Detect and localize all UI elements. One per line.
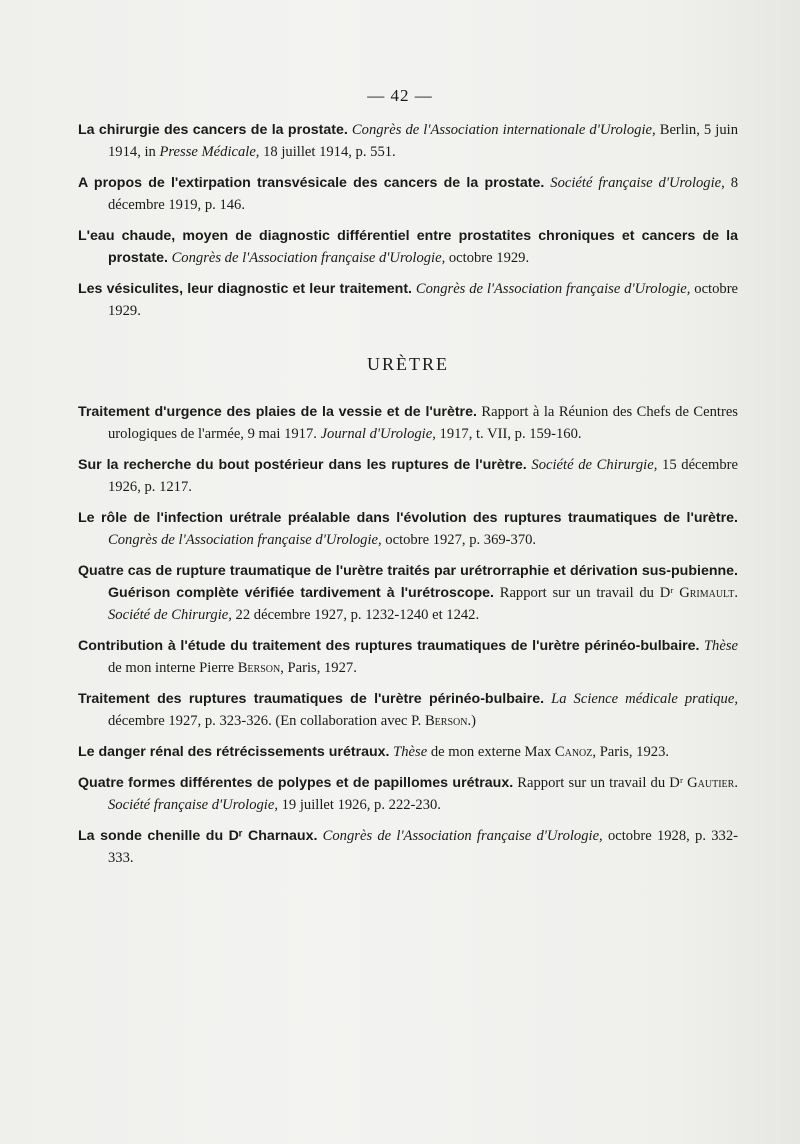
entry-author: Canoz, [554,744,597,760]
entry-details: Rapport à la Réunion des Chefs de Centres urologiques de l'armée, 9 mai 1917. [108,404,738,442]
bibliography-entry [78,741,738,763]
entry-title: Le rôle de l'infection urétrale préalable dans l'évolution des ruptures traumatiques de l'urètre. [78,510,738,526]
entry-source: Société française d'Urologie, [550,175,725,191]
page-number: — 42 — [367,86,433,105]
entry-details: de mon externe Max [430,744,552,760]
entry-title: Quatre cas de rupture traumatique de l'urètre traités par urétrorraphie et dérivation sus-pubienne. Guérison complète vérifiée tardivement à l'urétroscope. [78,563,738,601]
entry-details: Berlin, 5 juin 1914, in [108,122,738,160]
entry-title: Traitement des ruptures traumatiques de l'urètre périnéo-bulbaire. [78,691,545,707]
entry-title: Les vésiculites, leur diagnostic et leur traitement. [78,281,413,297]
entry-title: Quatre formes différentes de polypes et de papillomes urétraux. [78,775,514,791]
entry-details: Rapport sur un travail du Dʳ [499,585,674,601]
entry-title: Le danger rénal des rétrécissements urétraux. [78,744,390,760]
entry-source: Congrès de l'Association française d'Urologie, [322,828,603,844]
entry-source: Société de Chirurgie, [531,457,658,473]
entry-details: décembre 1927, p. 323-326. (En collaboration avec P. [108,713,422,729]
entry-source: Société de Chirurgie, [108,607,232,623]
entry-source: La Science médicale pratique, [551,691,738,707]
entry-source: Congrès de l'Association française d'Urologie, [171,250,446,266]
entry-author: Berson. [424,713,472,729]
entry-source: Journal d'Urologie, [320,426,436,442]
entry-details: 8 décembre 1919, p. 146. [108,175,738,213]
entry-details: 18 juillet 1914, p. 551. [263,144,396,160]
entry-title: La chirurgie des cancers de la prostate. [78,122,348,138]
bibliography-entry [78,172,738,216]
entry-source: Congrès de l'Association internationale d'Urologie, [351,122,656,138]
bibliography-entry [78,825,738,869]
entry-source: Presse Médicale, [159,144,260,160]
entry-details: octobre 1927, p. 369-370. [385,532,537,548]
bibliography-entry [78,225,738,269]
bibliography-content [78,119,738,878]
entry-details: 15 décembre 1926, p. 1217. [108,457,738,495]
bibliography-entry [78,278,738,322]
entry-title: La sonde chenille du Dʳ Charnaux. [78,828,318,844]
entry-source: Congrès de l'Association française d'Urologie, [415,281,691,297]
entry-title: Traitement d'urgence des plaies de la vessie et de l'urètre. [78,404,477,420]
entry-source: Thèse [703,638,738,654]
entry-source: Société française d'Urologie, [108,797,278,813]
entry-title: Sur la recherche du bout postérieur dans les ruptures de l'urètre. [78,457,527,473]
entry-source: Thèse [393,744,428,760]
entry-details: octobre 1929. [108,281,739,319]
section-heading: URÈTRE [367,354,449,374]
bibliography-entry [78,635,738,679]
entry-details: octobre 1928, p. 332-333. [108,828,738,866]
bibliography-entry [78,119,738,163]
bibliography-entry [78,772,738,816]
entry-author: Berson, [237,660,284,676]
entry-title: A propos de l'extirpation transvésicale des cancers de la prostate. [78,175,545,191]
entry-source: Congrès de l'Association française d'Urologie, [108,532,382,548]
entry-details: 1917, t. VII, p. 159-160. [439,426,582,442]
bibliography-entry [78,560,738,626]
entry-details: Paris, 1923. [599,744,670,760]
bibliography-entry [78,454,738,498]
entry-details: octobre 1929. [448,250,530,266]
entry-details: 22 décembre 1927, p. 1232-1240 et 1242. [235,607,480,623]
bibliography-entry [78,688,738,732]
entry-details: Paris, 1927. [287,660,357,676]
entry-details: ) [471,713,476,729]
entry-details: 19 juillet 1926, p. 222-230. [281,797,441,813]
entry-title: Contribution à l'étude du traitement des ruptures traumatiques de l'urètre périnéo-bulbaire. [78,638,700,654]
entry-author: Gautier. [687,775,738,791]
entry-details: Rapport sur un travail du Dʳ [517,775,683,791]
entry-details: de mon interne Pierre [108,660,235,676]
entry-author: Grimault. [679,585,739,601]
bibliography-entry [78,507,738,551]
entry-title: L'eau chaude, moyen de diagnostic différentiel entre prostatites chroniques et cancers de la prostate. [78,228,738,266]
bibliography-entry [78,401,738,445]
